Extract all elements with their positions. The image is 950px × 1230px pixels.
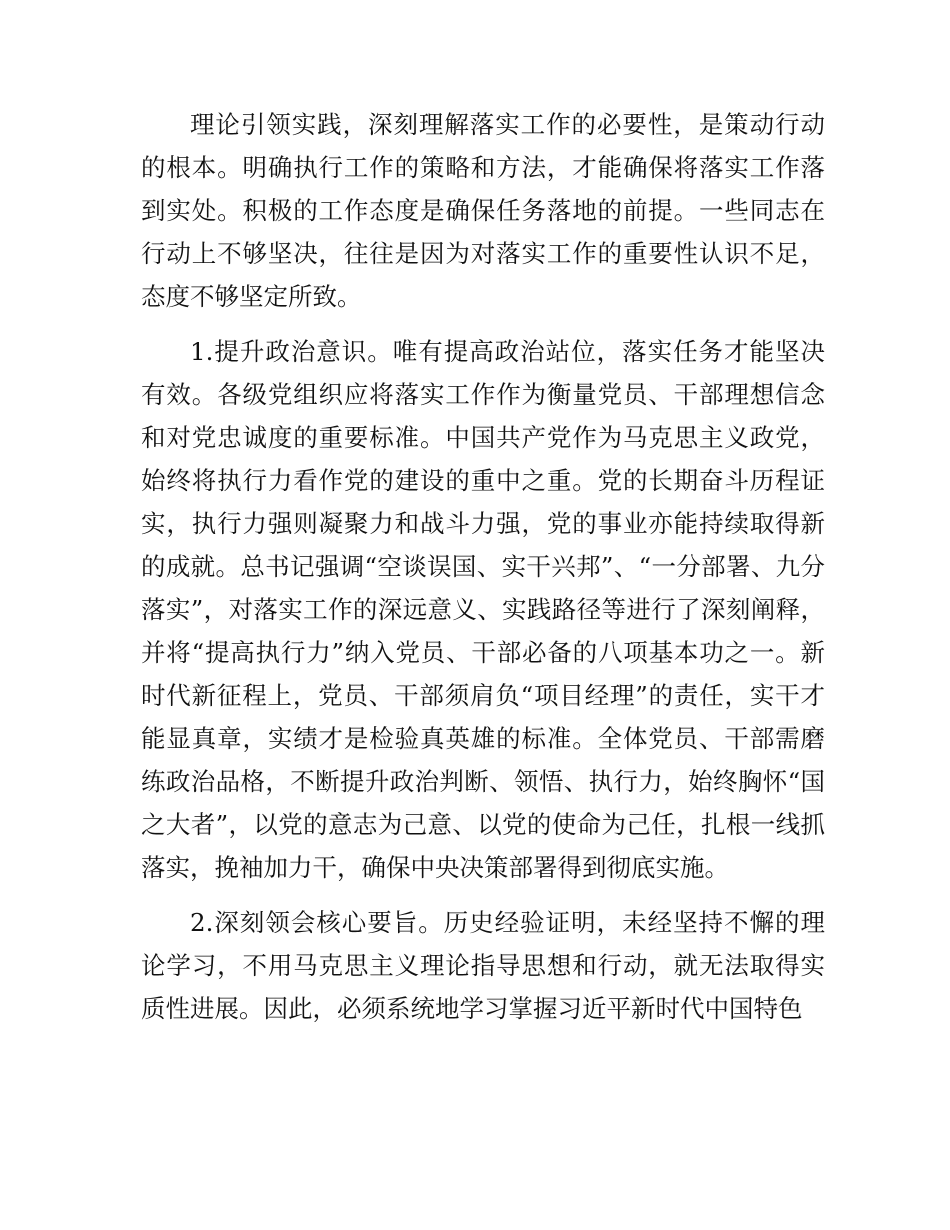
paragraph-point-1: 1.提升政治意识。唯有提高政治站位，落实任务才能坚决有效。各级党组织应将落实工作作为衡量党员、干部理想信念和对党忠诚度的重要标准。中国共产党作为马克思主义政党，始终将执行力看作党的建设的重中之重。党的长期奋斗历程证实，执行力强则凝聚力和战斗力强，党的事业亦能持续取得新的成就。总书记强调“空谈误国、实干兴邦”、“一分部署、九分落实”，对落实工作的深远意义、实践路径等进行了深刻阐释，并将“提高执行力”纳入党员、干部必备的八项基本功之一。新时代新征程上，党员、干部须肩负“项目经理”的责任，实干才能显真章，实绩才是检验真英雄的标准。全体党员、干部需磨练政治品格，不断提升政治判断、领悟、执行力，始终胸怀“国之大者”，以党的意志为己意、以党的使命为己任，扎根一线抓落实，挽袖加力干，确保中央决策部署得到彻底实施。	[141, 337, 825, 882]
paragraph-point-2: 2.深刻领会核心要旨。历史经验证明，未经坚持不懈的理论学习，不用马克思主义理论指导思想和行动，就无法取得实质性进展。因此，必须系统地学习掌握习近平新时代中国特色	[141, 908, 825, 1023]
document-body	[141, 103, 825, 1030]
paragraph-intro: 理论引领实践，深刻理解落实工作的必要性，是策动行动的根本。明确执行工作的策略和方法，才能确保将落实工作落到实处。积极的工作态度是确保任务落地的前提。一些同志在行动上不够坚决，往往是因为对落实工作的重要性认识不足，态度不够坚定所致。	[141, 110, 825, 311]
